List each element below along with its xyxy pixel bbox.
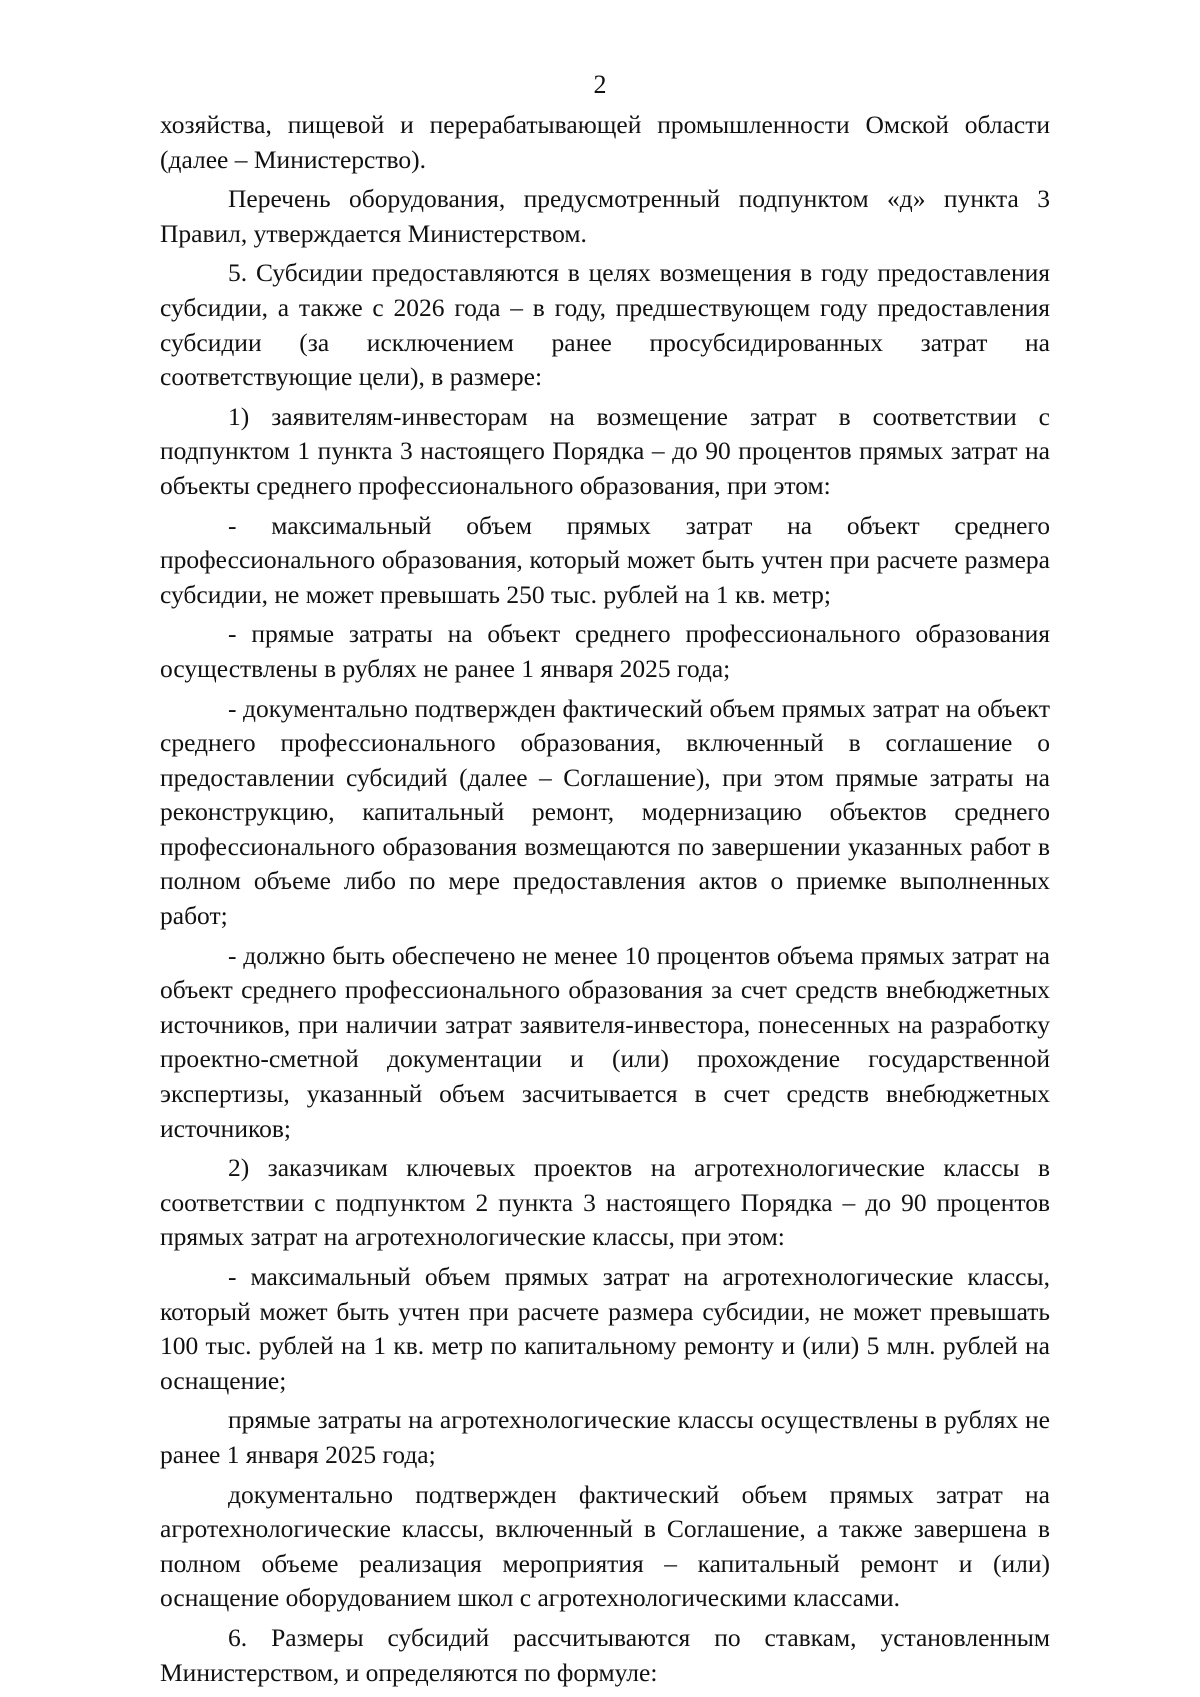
page-number: 2 <box>593 70 607 99</box>
paragraph-bullet-rubles: - прямые затраты на объект среднего профессионального образования осуществлены в рублях не ранее 1 января 2025 года; <box>160 619 1050 683</box>
paragraph-agro-rubles: прямые затраты на агротехнологические классы осуществлены в рублях не ранее 1 января 2025 года; <box>160 1405 1050 1469</box>
paragraph-subitem-2: 2) заказчикам ключевых проектов на агротехнологические классы в соответствии с подпунктом 2 пункта 3 настоящего Порядка – до 90 процентов прямых затрат на агротехнологические классы, при этом: <box>160 1153 1050 1252</box>
paragraph-bullet-extrabudgetary: - должно быть обеспечено не менее 10 процентов объема прямых затрат на объект среднего профессионального образования за счет средств внебюджетных источников, при наличии затрат заявителя-инвестора, понесенных на разработку проектно-сметной документации и (или) прохождение государственной экспертизы, указанный объем засчитывается в счет средств внебюджетных источников; <box>160 940 1050 1143</box>
paragraph-agro-documented: документально подтвержден фактический объем прямых затрат на агротехнологические классы, включенный в Соглашение, а также завершена в полном объеме реализация мероприятия – капитальный ремонт и (или) оснащение оборудованием школ с агротехнологическими классами. <box>160 1479 1050 1613</box>
paragraph-bullet-documented: - документально подтвержден фактический объем прямых затрат на объект среднего профессионального образования, включенный в соглашение о предоставлении субсидий (далее – Соглашение), при этом прямые затраты на реконструкцию, капитальный ремонт, модернизацию объектов среднего профессионального образования возмещаются по завершении указанных работ в полном объеме либо по мере предоставления актов о приемке выполненных работ; <box>160 693 1050 931</box>
paragraph-continuation: хозяйства, пищевой и перерабатывающей промышленности Омской области (далее – Министерство). <box>160 110 1050 174</box>
paragraph-item-6: 6. Размеры субсидий рассчитываются по ставкам, установленным Министерством, и определяются по формуле: <box>160 1622 1050 1687</box>
paragraph-equipment-list: Перечень оборудования, предусмотренный подпунктом «д» пункта 3 Правил, утверждается Министерством. <box>160 184 1050 248</box>
paragraph-bullet-max-cost: - максимальный объем прямых затрат на объект среднего профессионального образования, который может быть учтен при расчете размера субсидии, не может превышать 250 тыс. рублей на 1 кв. метр; <box>160 510 1050 609</box>
paragraph-bullet-max-agro: - максимальный объем прямых затрат на агротехнологические классы, который может быть учтен при расчете размера субсидии, не может превышать 100 тыс. рублей на 1 кв. метр по капитальному ремонту и (или) 5 млн. рублей на оснащение; <box>160 1262 1050 1395</box>
document-body <box>160 108 1050 1695</box>
paragraph-subitem-1: 1) заявителям-инвесторам на возмещение затрат в соответствии с подпунктом 1 пункта 3 настоящего Порядка – до 90 процентов прямых затрат на объекты среднего профессионального образования, при этом: <box>160 401 1050 500</box>
paragraph-item-5: 5. Субсидии предоставляются в целях возмещения в году предоставления субсидии, а также с 2026 года – в году, предшествующем году предоставления субсидии (за исключением ранее просубсидированных затрат на соответствующие цели), в размере: <box>160 258 1050 392</box>
